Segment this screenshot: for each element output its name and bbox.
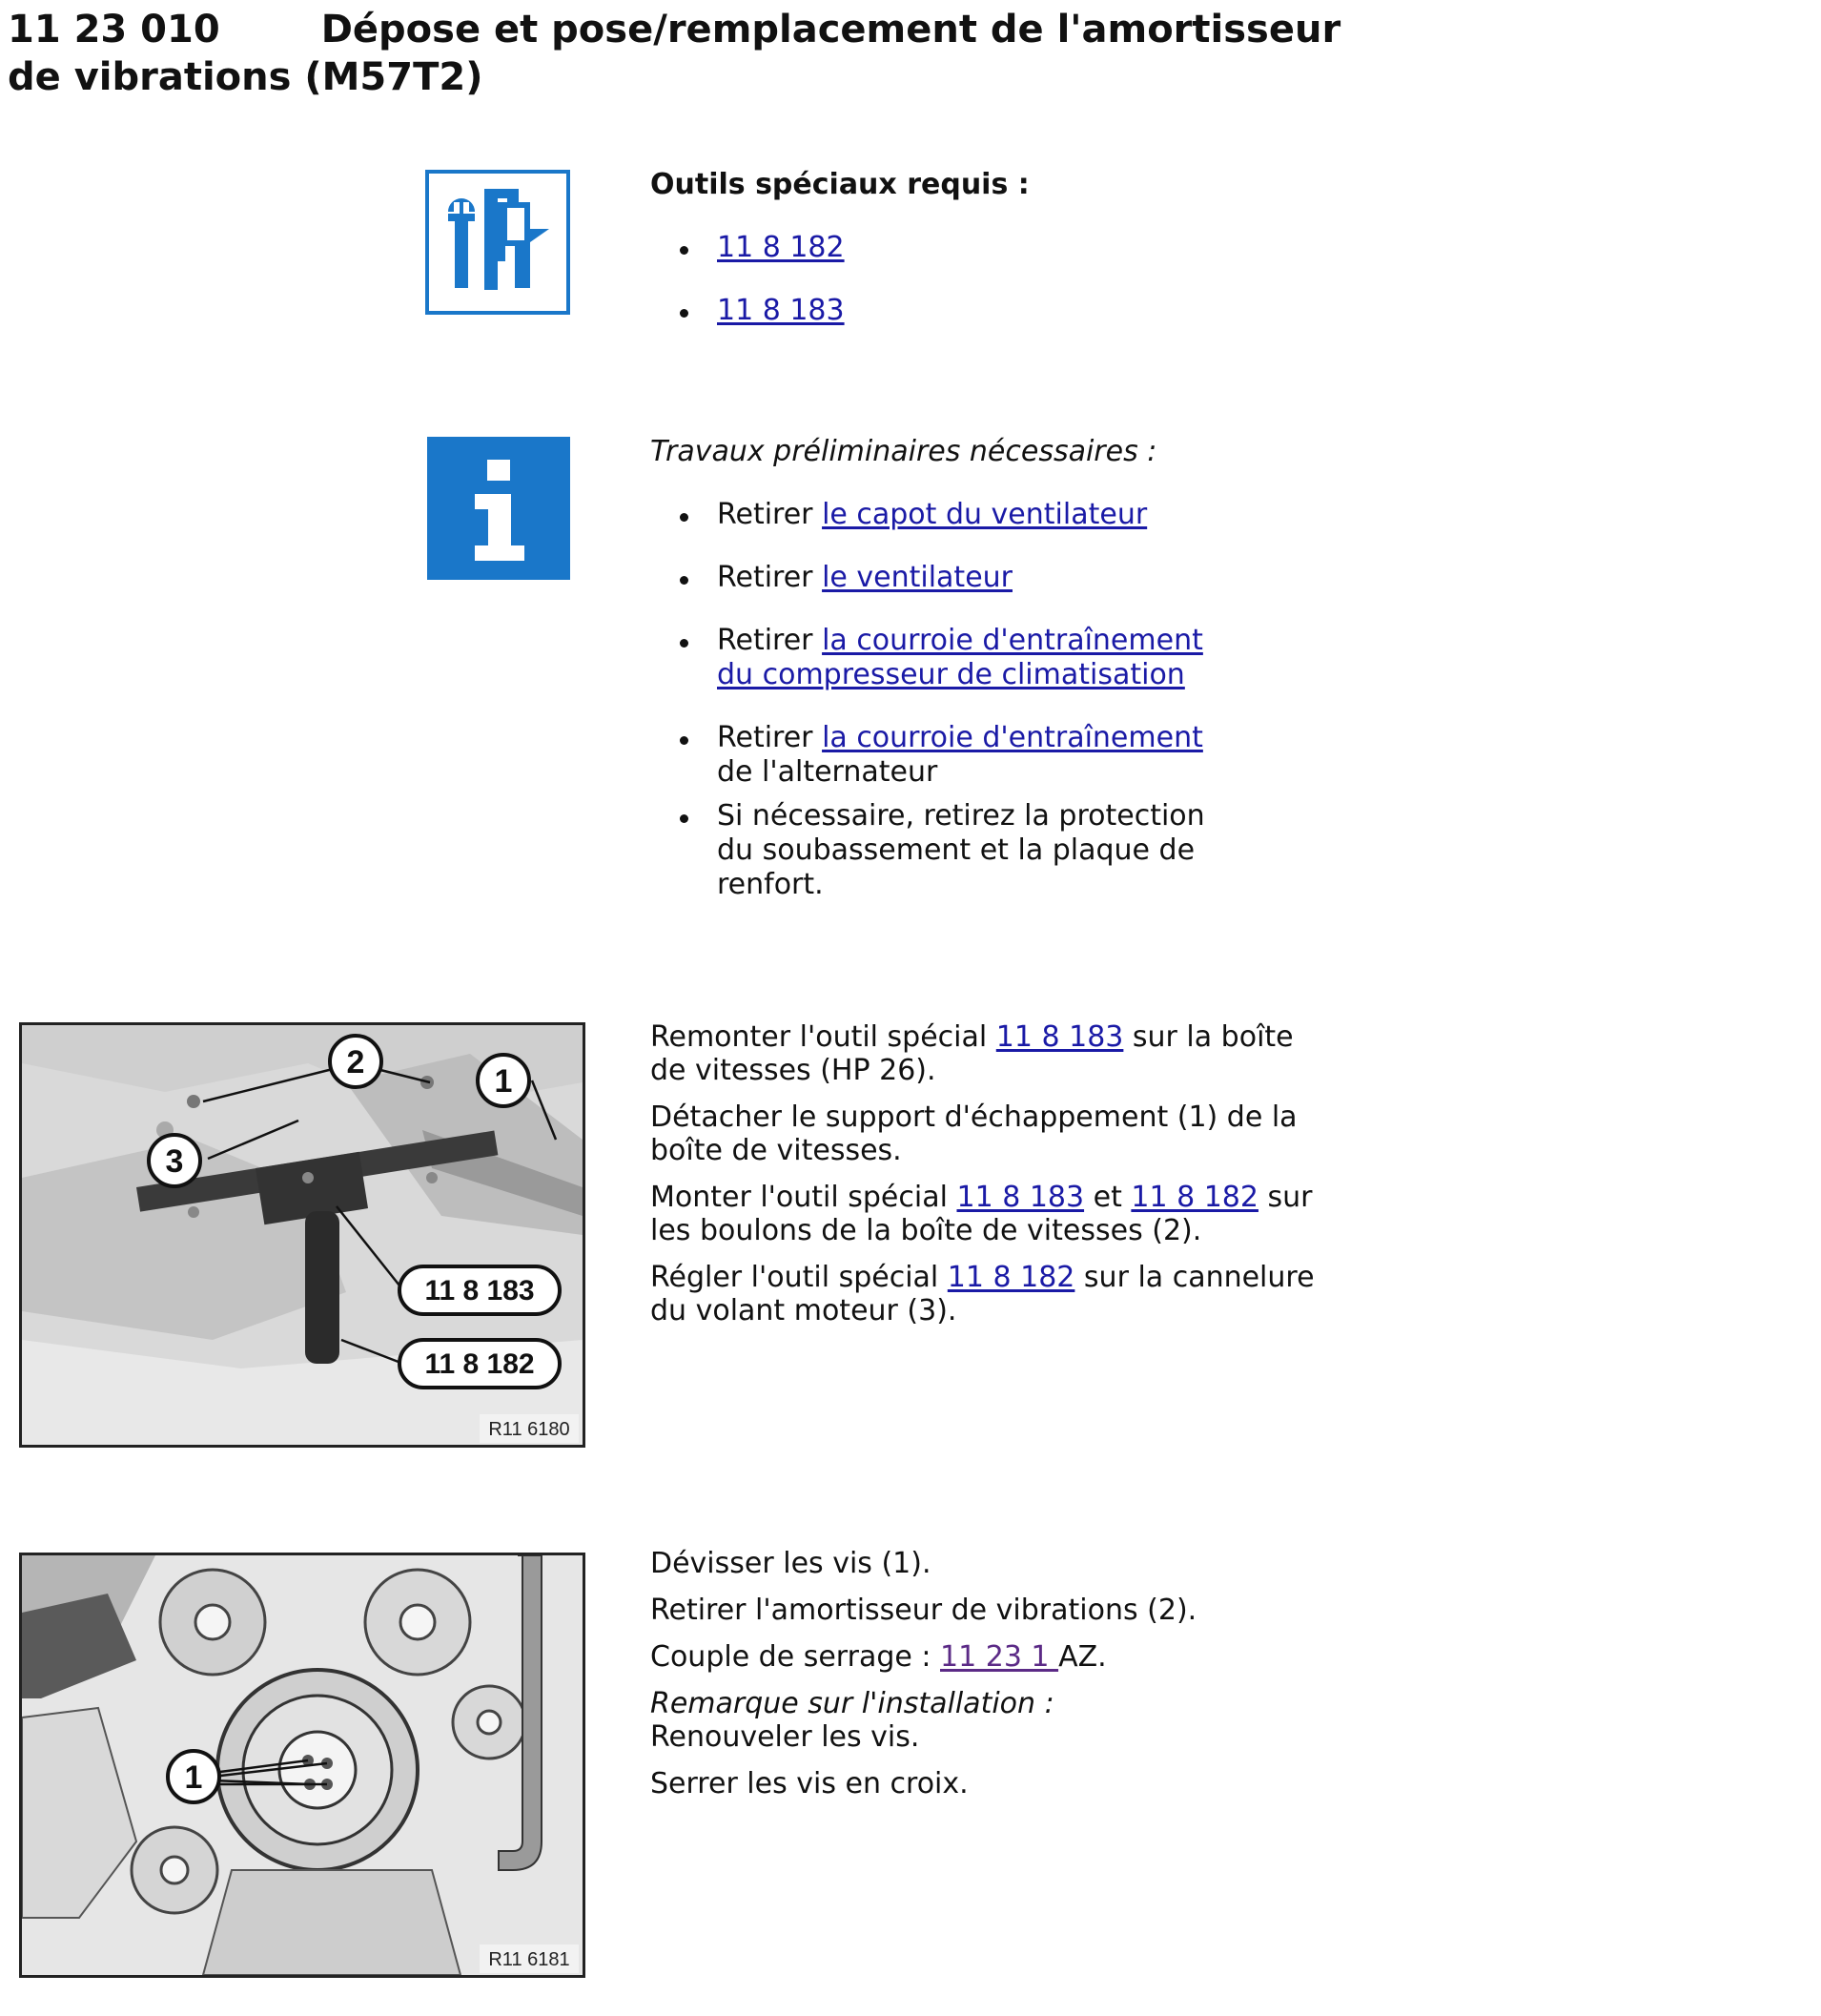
callout-2 — [330, 1036, 381, 1087]
title-text: Dépose et pose/remplacement de l'amortisseur de vibrations (M57T2) — [8, 8, 1341, 99]
text: sur les boulons de la boîte de vitesses (2). — [650, 1181, 1313, 1247]
page-title — [8, 6, 1342, 101]
item-prefix: Retirer — [717, 498, 823, 531]
step1-para3 — [650, 1181, 1337, 1247]
text: Régler l'outil spécial — [650, 1261, 948, 1294]
tool-link-11-8-183[interactable]: 11 8 183 — [717, 294, 845, 327]
tool-label-11-8-182 — [399, 1340, 560, 1388]
step1-para2: Détacher le support d'échappement (1) de la boîte de vitesses. — [650, 1101, 1298, 1167]
text: sur la boîte de vitesses (HP 26). — [650, 1020, 1294, 1087]
step1-para1 — [650, 1020, 1337, 1087]
text: AZ. — [1058, 1640, 1107, 1674]
list-item — [650, 799, 1241, 902]
link-drive-belt[interactable]: la courroie d'entraînement — [822, 721, 1203, 754]
link-11-8-183[interactable]: 11 8 183 — [956, 1181, 1085, 1214]
callout-1 — [168, 1751, 219, 1802]
step2-para2: Retirer l'amortisseur de vibrations (2). — [650, 1594, 1197, 1627]
text: Monter l'outil spécial — [650, 1181, 957, 1214]
text: Remonter l'outil spécial — [650, 1020, 996, 1054]
text: sur la cannelure du volant moteur (3). — [650, 1261, 1315, 1327]
list-item — [650, 561, 1241, 595]
list-item — [650, 721, 1241, 790]
repair-code: 11 23 010 — [8, 8, 220, 51]
list-item — [650, 624, 1241, 692]
text: et — [1084, 1181, 1132, 1214]
callout-3 — [149, 1135, 200, 1186]
link-11-8-183[interactable]: 11 8 183 — [995, 1020, 1124, 1054]
item-text: Si nécessaire, retirez la protection du soubassement et la plaque de renfort. — [717, 799, 1205, 901]
link-11-8-182[interactable]: 11 8 182 — [947, 1261, 1075, 1294]
link-fan-cowl[interactable]: le capot du ventilateur — [822, 498, 1148, 531]
info-icon — [427, 437, 570, 580]
step1-text — [650, 1020, 1337, 1327]
tool-label-text: 11 8 183 — [424, 1275, 535, 1306]
callout-2-text: 2 — [346, 1044, 365, 1080]
list-item — [650, 498, 1241, 532]
step2-para3 — [650, 1640, 1337, 1674]
callout-1 — [478, 1055, 529, 1106]
preliminary-heading: Travaux préliminaires nécessaires : — [650, 435, 1157, 468]
tool-label-text: 11 8 182 — [424, 1348, 535, 1380]
link-fan[interactable]: le ventilateur — [822, 561, 1013, 594]
item-prefix: Retirer — [717, 624, 823, 657]
tool-label-11-8-183 — [399, 1266, 560, 1314]
callout-1-text: 1 — [184, 1759, 203, 1796]
callout-3-text: 3 — [165, 1143, 184, 1180]
step1-para4 — [650, 1261, 1337, 1327]
note-text: Renouveler les vis. — [650, 1720, 920, 1754]
list-item — [650, 294, 1318, 328]
item-suffix: de l'alternateur — [717, 755, 938, 789]
figure-r11-6181 — [19, 1553, 585, 1978]
step2-text — [650, 1547, 1337, 1800]
tools-icon — [425, 170, 570, 315]
note-heading: Remarque sur l'installation : — [650, 1687, 1054, 1720]
step2-para4: Serrer les vis en croix. — [650, 1767, 969, 1800]
link-ac-compressor-belt[interactable]: la courroie d'entraînement du compresseur de climatisation — [717, 624, 1203, 691]
list-item — [650, 231, 1318, 265]
item-prefix: Retirer — [717, 561, 823, 594]
step2-para1: Dévisser les vis (1). — [650, 1547, 931, 1580]
tool-link-11-8-182[interactable]: 11 8 182 — [717, 231, 845, 264]
figure-r11-6180 — [19, 1022, 585, 1448]
item-prefix: Retirer — [717, 721, 823, 754]
link-11-8-182[interactable]: 11 8 182 — [1131, 1181, 1258, 1214]
text: Couple de serrage : — [650, 1640, 941, 1674]
special-tools-heading: Outils spéciaux requis : — [650, 168, 1030, 201]
figure-ref: R11 6180 — [488, 1419, 570, 1440]
preliminary-list — [650, 498, 1241, 902]
preliminary-section — [650, 435, 1318, 902]
link-torque-11-23-1[interactable]: 11 23 1 — [940, 1640, 1059, 1674]
special-tools-section — [650, 168, 1318, 328]
special-tools-list — [650, 231, 1318, 328]
callout-1-text: 1 — [494, 1063, 513, 1100]
figure-ref: R11 6181 — [488, 1949, 570, 1970]
